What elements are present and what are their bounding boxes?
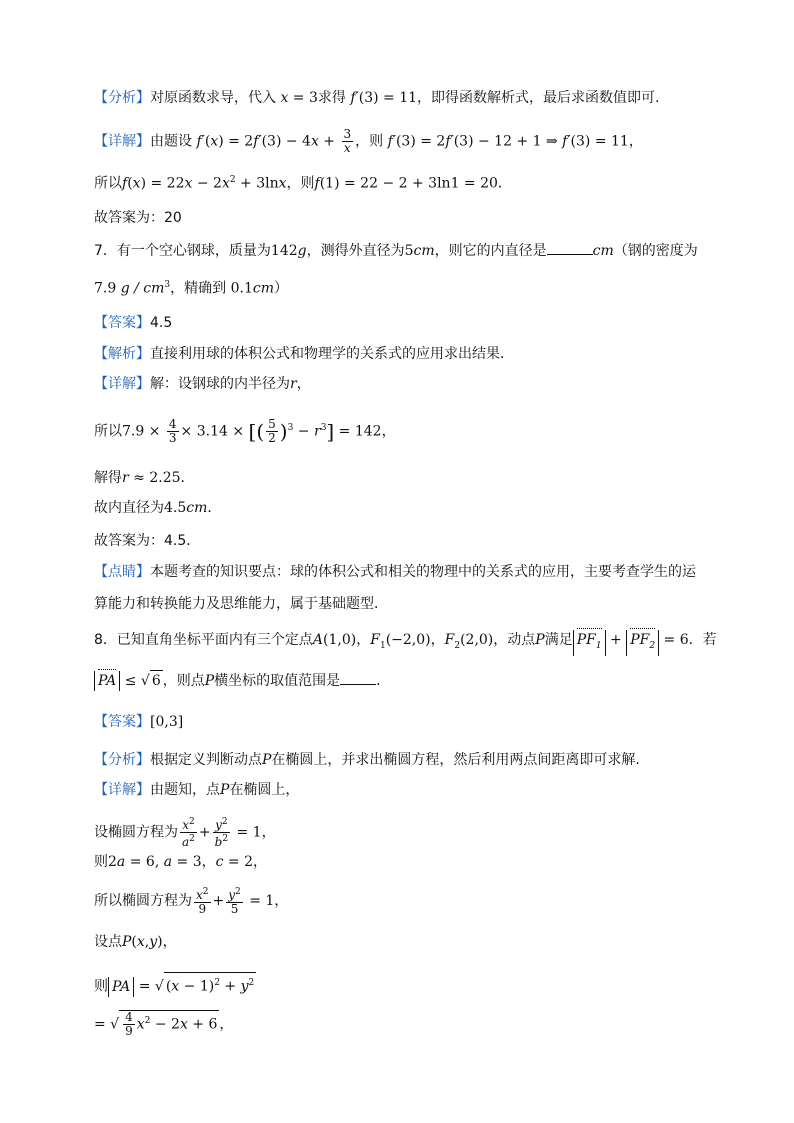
text: 满足	[544, 632, 573, 648]
q8-analysis: 【分析】根据定义判断动点P在椭圆上，并求出椭圆方程，然后利用两点间距离即可求解.	[94, 752, 640, 768]
text: 则	[94, 978, 108, 995]
text: ，即得函数解析式，最后求函数值即可.	[417, 90, 660, 106]
text: ，则点	[162, 673, 205, 689]
q8-detail: 【详解】由题知，点P在椭圆上，	[94, 782, 300, 798]
detail-tag: 【详解】	[94, 376, 150, 392]
text: 在椭圆上，并求出椭圆方程，然后利用两点间距离即可求解.	[271, 752, 640, 768]
detail-tag: 【详解】	[94, 133, 150, 150]
detail-tag: 【详解】	[94, 782, 150, 798]
q6-final: 故答案为：20	[94, 210, 182, 226]
text: ，则它的内直径是	[434, 243, 547, 259]
answer-tag: 【答案】	[94, 714, 150, 730]
q8-so-ellipse: 所以椭圆方程为 $\frac{x^2}{9}$ + $\frac{y^2}{5}$ = 1，	[94, 887, 289, 916]
q7-answer	[94, 313, 172, 333]
text: ，测得外直径为	[306, 243, 405, 259]
text: ，精确到	[170, 280, 227, 297]
text: 解：设钢球的内半径为	[150, 376, 290, 392]
text: 8．已知直角坐标平面内有三个定点	[94, 632, 313, 648]
parse-tag: 【解析】	[94, 346, 150, 362]
text: ）	[274, 280, 288, 297]
q7-solve: 解得r ≈ 2.25．	[94, 470, 195, 486]
q8-set-point: 设点P(x,y)，	[94, 934, 177, 950]
text: 故内直径为	[94, 500, 164, 516]
text: 在椭圆上，	[229, 782, 300, 798]
q8-stem-2: PA ≤ √ 6 ，则点P横坐标的取值范围是 ．	[94, 670, 390, 691]
text: 横坐标的取值范围是	[214, 673, 341, 689]
q7-stem-2: 7.9 g / $cm^3$，精确到 0.1cm）	[94, 280, 288, 297]
text: 所以椭圆方程为	[94, 893, 192, 909]
text: 则	[94, 854, 108, 870]
q8-set-ellipse: 设椭圆方程为 $\frac{x^2}{a^2}$ + $\frac{y^2}{b^2}$ = 1，	[94, 817, 276, 849]
note-tag: 【点睛】	[94, 564, 150, 580]
q7-equation: 所以7.9 × $\frac{4}{3}$ × 3.14 × [( $\frac{5}{2}$ )$^3 - r^3] = 142$，	[94, 417, 396, 446]
text: 由题知，点	[150, 782, 220, 798]
q7-inner: 故内直径为4.5cm．	[94, 500, 222, 516]
q6-detail: 【详解】由题设 f′(x) = 2f′(3) − 4x + $\frac{3}{x}$ ，则 f′(3) = 2f′(3) − 12 + 1 ⇒ f′(3) = 11，	[94, 127, 643, 155]
analysis-tag: 【分析】	[94, 752, 150, 768]
q8-pa-2: = √ $\frac{4}{9}$ $x^2 - 2x + 6$ ，	[94, 1010, 234, 1039]
text: 设椭圆方程为	[94, 824, 178, 841]
text: 对原函数求导，代入	[150, 90, 276, 106]
text: [0,3]	[150, 714, 184, 730]
text: 由题设	[150, 133, 192, 150]
q8-stem-1: 8．已知直角坐标平面内有三个定点A(1,0)，$F_1(-2,0)$，$F_2(2,0)$，动点P满足 $PF_1 + PF_2 = 6$．若	[94, 630, 717, 656]
q7-note-2: 算能力和转换能力及思维能力，属于基础题型．	[94, 596, 388, 612]
text: 本题考查的知识要点：球的体积公式和相关的物理中的关系式的应用，主要考查学生的运	[150, 564, 696, 580]
q7-stem-1: 7．有一个空心钢球，质量为142g，测得外直径为5cm，则它的内直径是 cm（钢的密度为	[94, 240, 698, 261]
q7-detail: 【详解】解：设钢球的内半径为r，	[94, 376, 311, 392]
text: 根据定义判断动点	[150, 752, 262, 768]
text: 所以	[94, 175, 122, 192]
text: 所以	[94, 423, 122, 440]
text: ，则	[355, 133, 384, 150]
q7-parse	[94, 344, 514, 364]
q7-final: 故答案为：4.5．	[94, 533, 201, 549]
text: 求得	[317, 90, 346, 106]
text: ，动点	[493, 632, 536, 648]
q8-answer	[94, 712, 183, 732]
text: 7．有一个空心钢球，质量为	[94, 243, 271, 259]
text: 4.5	[150, 315, 173, 331]
text: 解得	[94, 470, 122, 486]
q6-analysis: 【分析】对原函数求导，代入 x = 3求得 f′(3) = 11，即得函数解析式，最后求函数值即可.	[94, 90, 660, 106]
text: ．若	[688, 632, 717, 648]
text: （钢的密度为	[613, 243, 698, 259]
text: ，则	[286, 175, 315, 192]
text: 直接利用球的体积公式和物理学的关系式的应用求出结果．	[150, 346, 514, 362]
answer-blank	[340, 670, 376, 685]
text: 设点	[94, 934, 122, 950]
q8-then: 则2a = 6, a = 3，c = 2，	[94, 854, 268, 870]
analysis-tag: 【分析】	[94, 90, 150, 106]
q6-line3: 所以$f(x) = 22x - 2x^2 + 3\ln x$，则f(1) = 22 − 2 + 3ln1 = 20．	[94, 175, 512, 192]
q8-pa: 则 PA = √ $(x - 1)^2 + y^2$	[94, 972, 256, 997]
answer-blank	[547, 240, 593, 255]
q7-note-1	[94, 562, 696, 582]
answer-tag: 【答案】	[94, 315, 150, 331]
